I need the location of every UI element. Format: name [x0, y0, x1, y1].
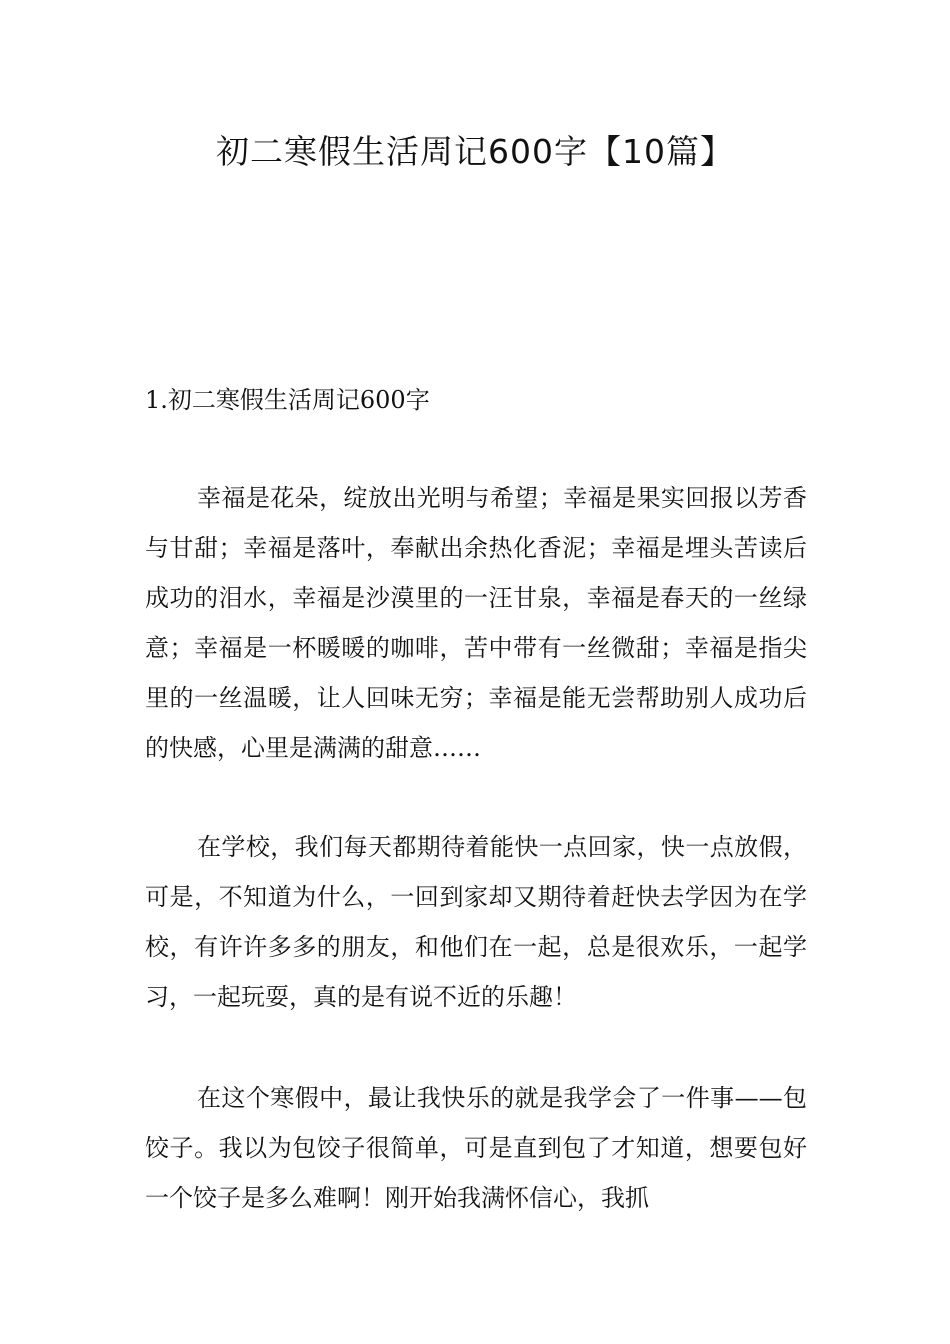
- section-heading: 1.初二寒假生活周记600字: [145, 386, 430, 414]
- paragraph-happiness: 幸福是花朵，绽放出光明与希望；幸福是果实回报以芳香与甘甜；幸福是落叶，奉献出余热化香泥；幸福是埋头苦读后成功的泪水，幸福是沙漠里的一汪甘泉，幸福是春天的一丝绿意；幸福是一杯暖暖的咖啡，苦中带有一丝微甜；幸福是指尖里的一丝温暖，让人回味无穷；幸福是能无尝帮助别人成功后的快感，心里是满满的甜意……: [145, 484, 807, 762]
- document-title: 初二寒假生活周记600字【10篇】: [216, 132, 734, 171]
- paragraph-dumplings: 在这个寒假中，最让我快乐的就是我学会了一件事——包饺子。我以为包饺子很简单，可是直到包了才知道，想要包好一个饺子是多么难啊！刚开始我满怀信心，我抓: [145, 1084, 807, 1212]
- paragraph-school: 在学校，我们每天都期待着能快一点回家，快一点放假，可是，不知道为什么，一回到家却又期待着赶快去学因为在学校，有许许多多的朋友，和他们在一起，总是很欢乐，一起学习，一起玩耍，真的是有说不近的乐趣！: [145, 833, 807, 1011]
